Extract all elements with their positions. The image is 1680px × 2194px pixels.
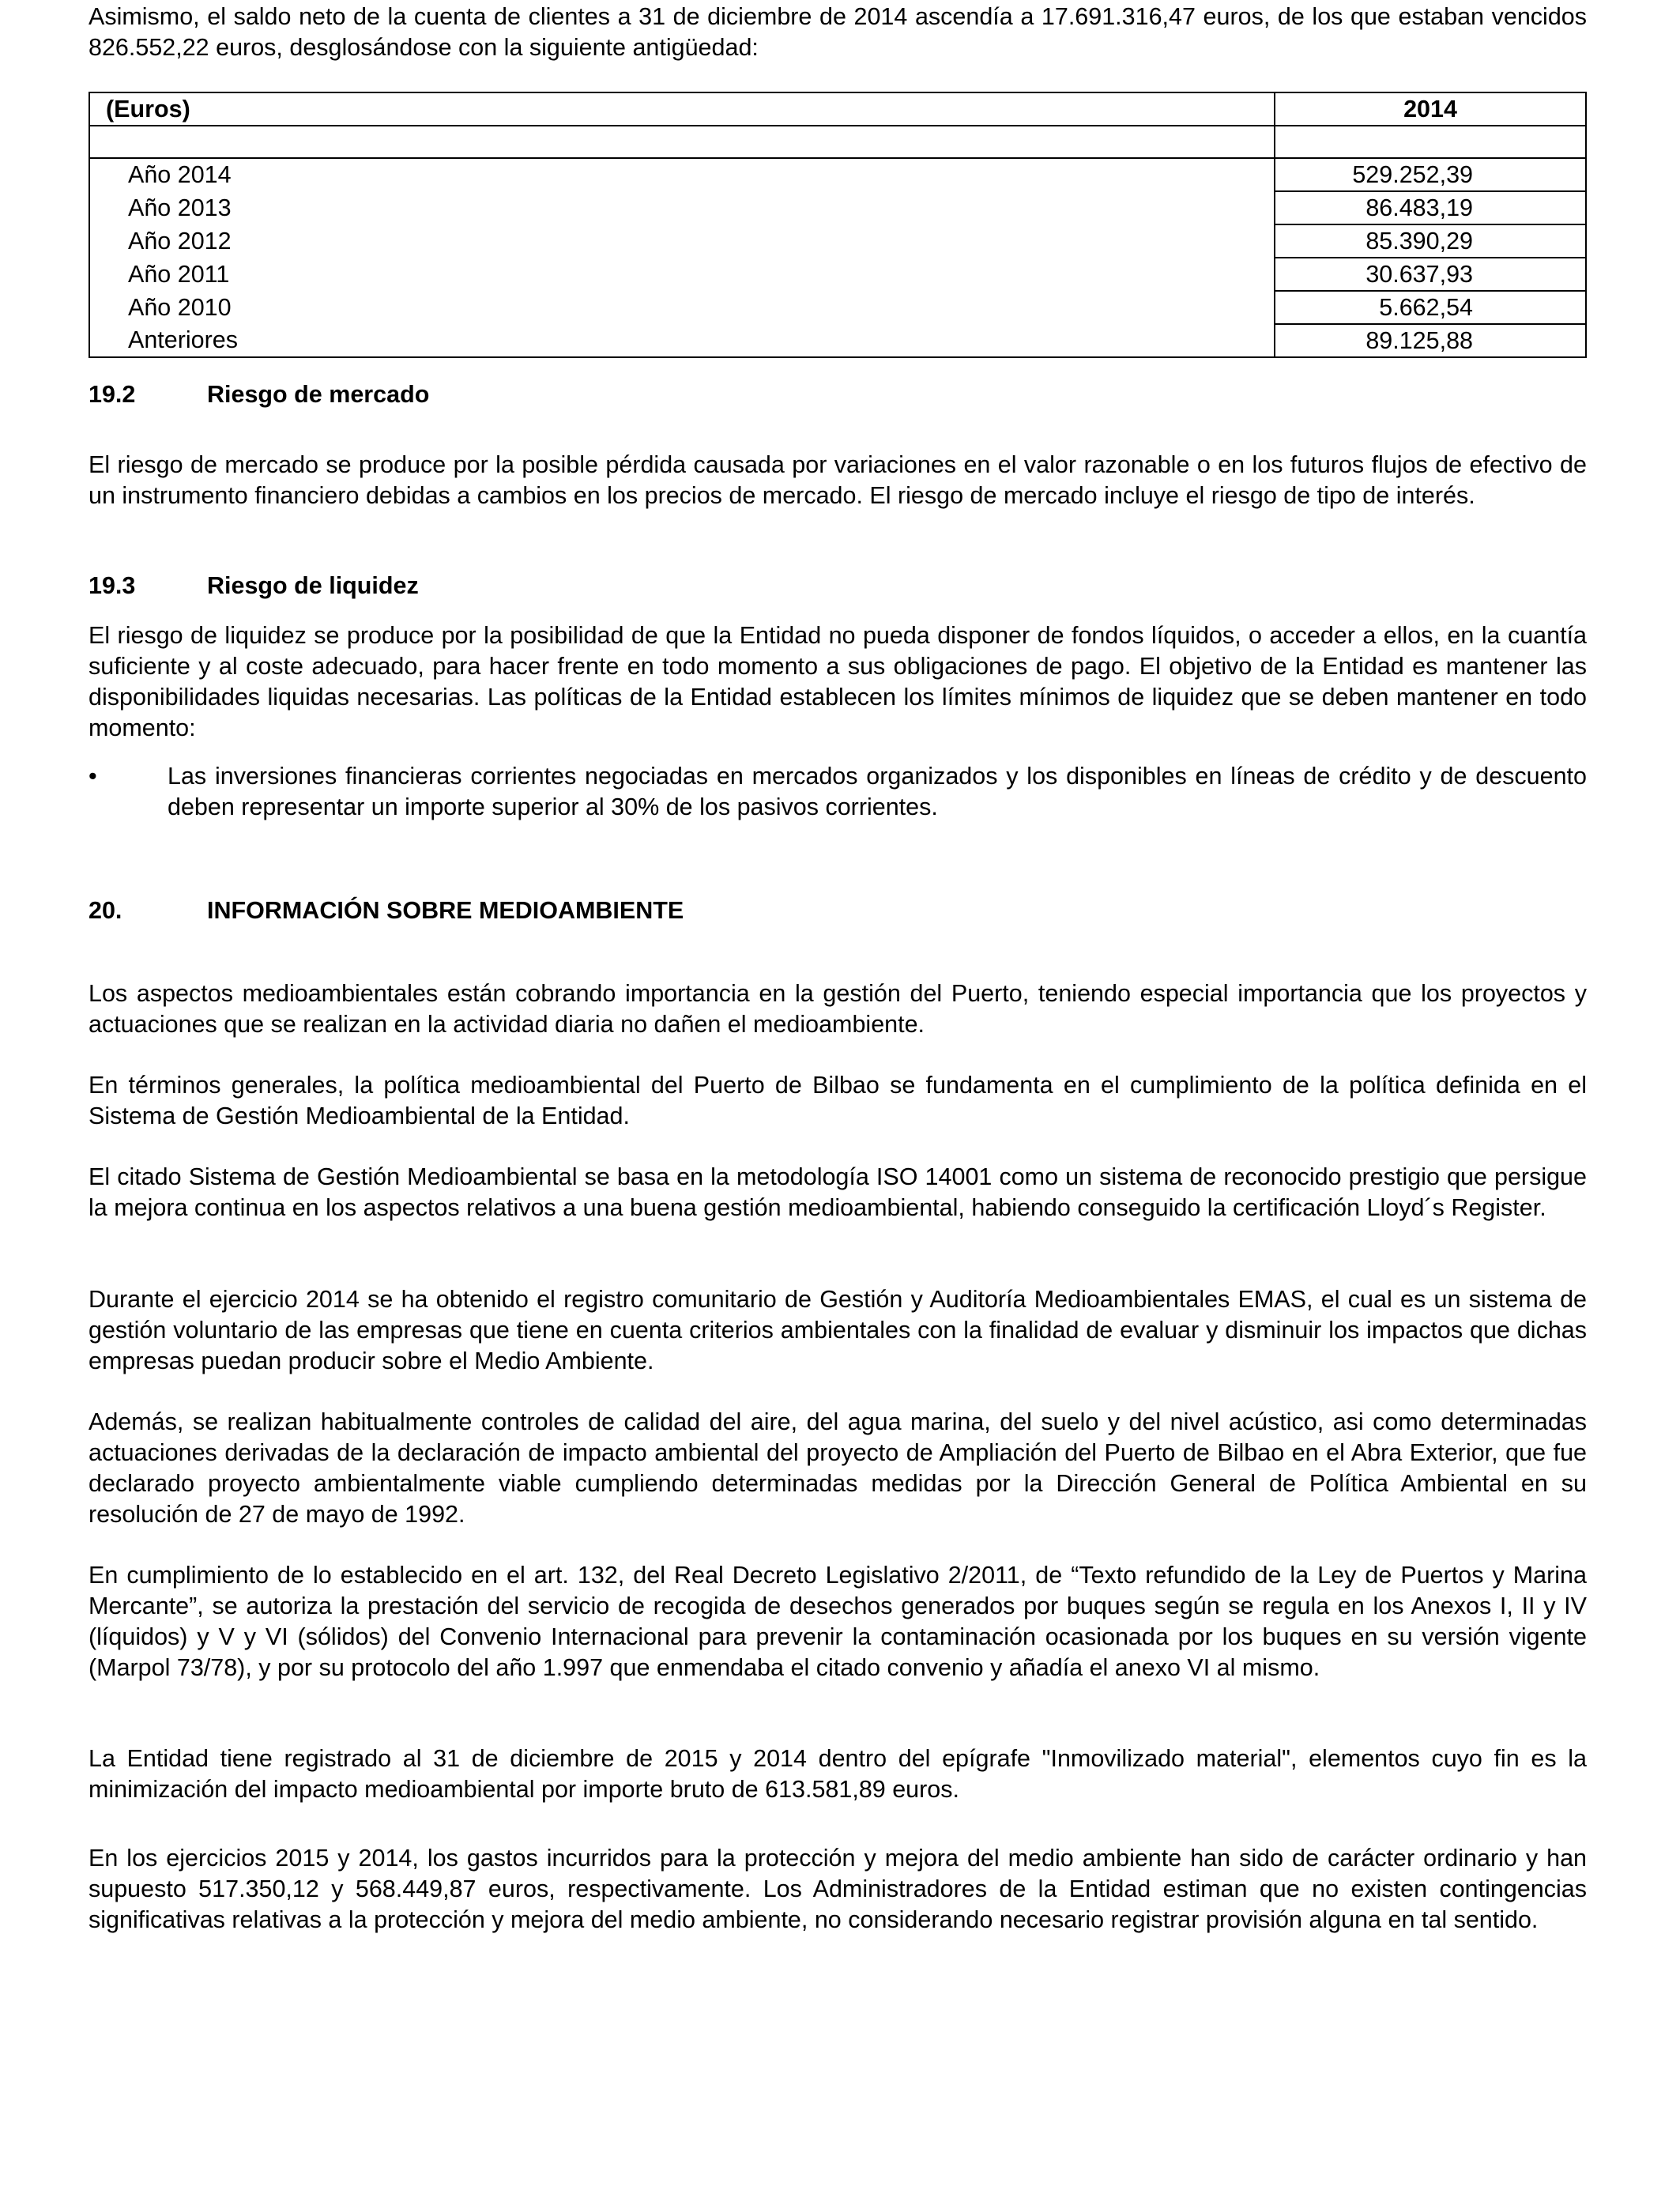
env-paragraph: El citado Sistema de Gestión Medioambiental se basa en la metodología ISO 14001 como un sistema de reconocido prestigio que persigue la mejora continua en los aspectos relativos a una buena gestión medioambiental, habiendo conseguido la certificación Lloyd´s Register.	[89, 1163, 1587, 1221]
row-value: 89.125,88	[1275, 324, 1586, 357]
section-number: 19.2	[89, 381, 136, 408]
section-title: INFORMACIÓN SOBRE MEDIOAMBIENTE	[207, 897, 684, 924]
env-paragraph: Durante el ejercicio 2014 se ha obtenido el registro comunitario de Gestión y Auditoría Medioambientales EMAS, el cual es un sistema de gestión voluntario de las empresas que tiene en cuenta criterios ambientales con la finalidad de evaluar y disminuir los impactos que dichas empresas puedan producir sobre el Medio Ambiente.	[89, 1286, 1587, 1374]
section-title: Riesgo de mercado	[207, 381, 430, 408]
section-number: 20.	[89, 897, 122, 924]
table-blank-row	[89, 126, 1586, 158]
env-paragraph: Además, se realizan habitualmente controles de calidad del aire, del agua marina, del suelo y del nivel acústico, asi como determinadas actuaciones derivadas de la declaración de impacto ambiental del proyecto de Ampliación del Puerto de Bilbao en el Abra Exterior, que fue declarado proyecto ambientalmente viable cumpliendo determinadas medidas por la Dirección General de Política Ambiental en su resolución de 27 de mayo de 1992.	[89, 1408, 1587, 1528]
row-label: Año 2011	[89, 258, 1275, 291]
section-number: 19.3	[89, 572, 136, 599]
row-label: Año 2010	[89, 291, 1275, 324]
market-risk-paragraph: El riesgo de mercado se produce por la posible pérdida causada por variaciones en el valor razonable o en los futuros flujos de efectivo de un instrumento financiero debidas a cambios en los precios de mercado. El riesgo de mercado incluye el riesgo de tipo de interés.	[89, 451, 1587, 509]
table-row	[89, 291, 1586, 324]
row-value: 86.483,19	[1275, 191, 1586, 224]
table-row	[89, 224, 1586, 258]
row-value: 30.637,93	[1275, 258, 1586, 291]
table-row	[89, 258, 1586, 291]
bullet-text: Las inversiones financieras corrientes negociadas en mercados organizados y los disponibles en líneas de crédito y de descuento deben representar un importe superior al 30% de los pasivos corrientes.	[168, 763, 1587, 820]
env-paragraph: En cumplimiento de lo establecido en el art. 132, del Real Decreto Legislativo 2/2011, de “Texto refundido de la Ley de Puertos y Marina Mercante”, se autoriza la prestación del servicio de recogida de desechos generados por buques según se regula en los Anexos I, II y IV (líquidos) y V y VI (sólidos) del Convenio Internacional para prevenir la contaminación ocasionada por los buques en su versión vigente (Marpol 73/78), y por su protocolo del año 1.997 que enmendaba el citado convenio y añadía el anexo VI al mismo.	[89, 1562, 1587, 1681]
row-label: Año 2012	[89, 224, 1275, 258]
liquidity-risk-paragraph: El riesgo de liquidez se produce por la posibilidad de que la Entidad no pueda disponer de fondos líquidos, o acceder a ellos, en la cuantía suficiente y al coste adecuado, para hacer frente en todo momento a sus obligaciones de pago. El objetivo de la Entidad es mantener las disponibilidades liquidas necesarias. Las políticas de la Entidad establecen los límites mínimos de liquidez que se deben mantener en todo momento:	[89, 622, 1587, 741]
env-paragraph: En términos generales, la política medioambiental del Puerto de Bilbao se fundamenta en el cumplimiento de la política definida en el Sistema de Gestión Medioambiental de la Entidad.	[89, 1072, 1587, 1129]
table-header-label: (Euros)	[89, 92, 1275, 126]
row-value: 529.252,39	[1275, 158, 1586, 191]
row-value: 85.390,29	[1275, 224, 1586, 258]
row-label: Año 2014	[89, 158, 1275, 191]
env-paragraph: La Entidad tiene registrado al 31 de diciembre de 2015 y 2014 dentro del epígrafe "Inmovilizado material", elementos cuyo fin es la minimización del impacto medioambiental por importe bruto de 613.581,89 euros.	[89, 1745, 1587, 1803]
table-row	[89, 324, 1586, 357]
table-row	[89, 191, 1586, 224]
aging-table	[89, 92, 1587, 358]
env-paragraph: Los aspectos medioambientales están cobrando importancia en la gestión del Puerto, teniendo especial importancia que los proyectos y actuaciones que se realizan en la actividad diaria no dañen el medioambiente.	[89, 980, 1587, 1038]
row-label: Año 2013	[89, 191, 1275, 224]
section-title: Riesgo de liquidez	[207, 572, 419, 599]
row-value: 5.662,54	[1275, 291, 1586, 324]
intro-paragraph: Asimismo, el saldo neto de la cuenta de clientes a 31 de diciembre de 2014 ascendía a 17.691.316,47 euros, de los que estaban vencidos 826.552,22 euros, desglosándose con la siguiente antigüedad:	[89, 3, 1587, 61]
env-paragraph: En los ejercicios 2015 y 2014, los gastos incurridos para la protección y mejora del medio ambiente han sido de carácter ordinario y han supuesto 517.350,12 y 568.449,87 euros, respectivamente. Los Administradores de la Entidad estiman que no existen contingencias significativas relativas a la protección y mejora del medio ambiente, no considerando necesario registrar provisión alguna en tal sentido.	[89, 1845, 1587, 1933]
row-label: Anteriores	[89, 324, 1275, 357]
bullet-item	[89, 761, 1587, 823]
table-header-row	[89, 92, 1586, 126]
bullet-dot: •	[89, 763, 97, 790]
table-row	[89, 158, 1586, 191]
table-header-year: 2014	[1275, 92, 1586, 126]
